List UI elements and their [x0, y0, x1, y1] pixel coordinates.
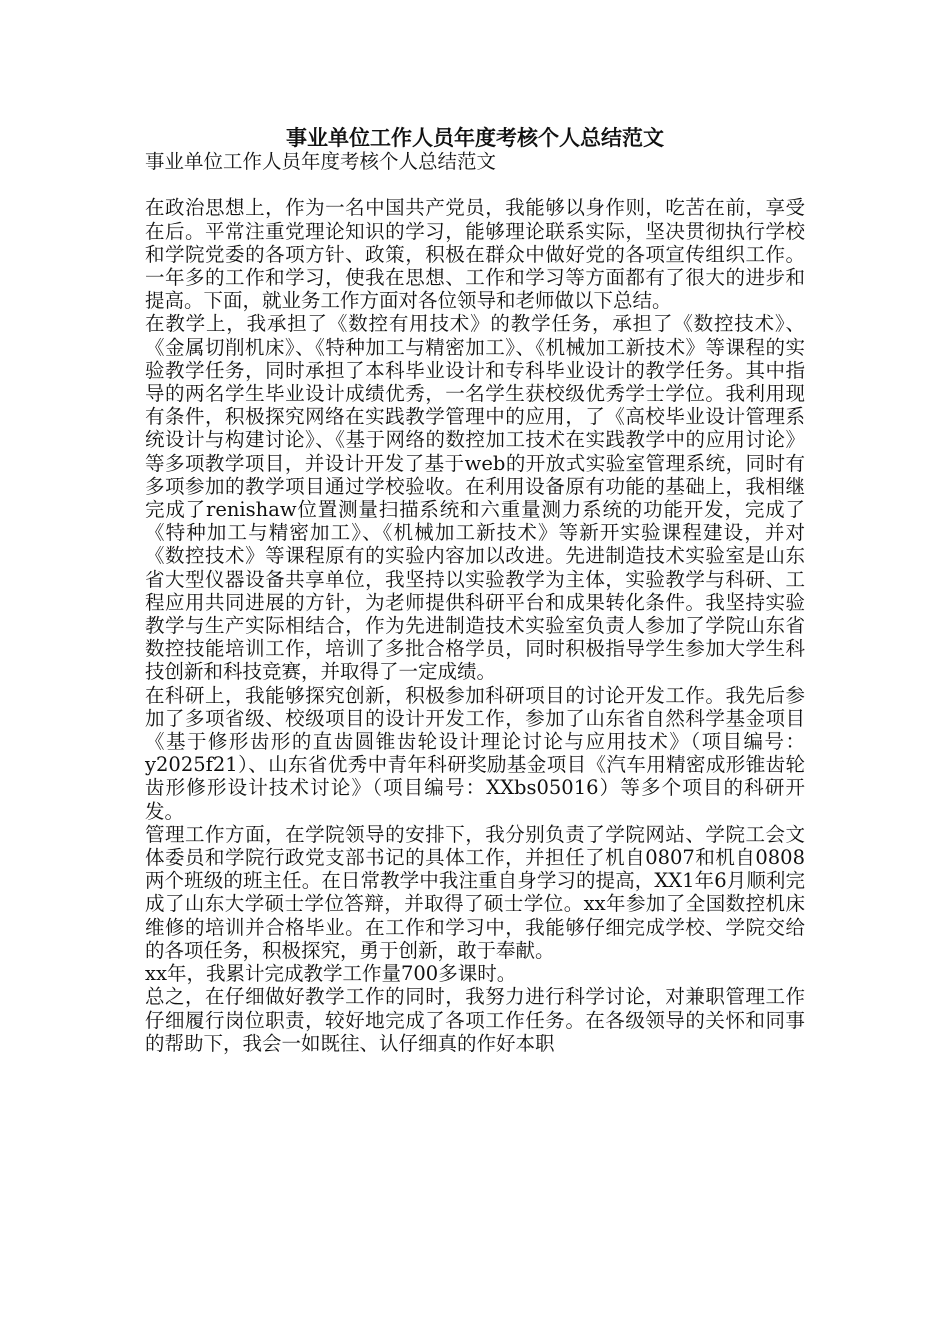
- paragraph-workload: xx年，我累计完成教学工作量700多课时。: [145, 962, 517, 986]
- document-body: [145, 150, 805, 1055]
- paragraph-research: 在科研上，我能够探究创新，积极参加科研项目的讨论开发工作。我先后参加了多项省级、校级项目的设计开发工作，参加了山东省自然科学基金项目《基于修形齿形的直齿圆锥齿轮设计理论讨论与应用技术》（项目编号：y2025f21）、山东省优秀中青年科研奖励基金项目《汽车用精密成形锥齿轮齿形修形设计技术讨论》（项目编号：XXbs05016）等多个项目的科研开发。: [145, 683, 805, 823]
- paragraph-political: 在政治思想上，作为一名中国共产党员，我能够以身作则，吃苦在前，享受在后。平常注重党理论知识的学习，能够理论联系实际，坚决贯彻执行学校和学院党委的各项方针、政策，积极在群众中做好党的各项宣传组织工作。一年多的工作和学习，使我在思想、工作和学习等方面都有了很大的进步和提高。下面，就业务工作方面对各位领导和老师做以下总结。: [145, 196, 805, 313]
- document-title: 事业单位工作人员年度考核个人总结范文: [286, 125, 664, 150]
- paragraph-summary: 总之，在仔细做好教学工作的同时，我努力进行科学讨论，对兼职管理工作仔细履行岗位职责，较好地完成了各项工作任务。在各级领导的关怀和同事的帮助下，我会一如既往、认仔细真的作好本职: [145, 985, 805, 1055]
- document-subtitle: 事业单位工作人员年度考核个人总结范文: [145, 150, 497, 173]
- paragraph-management: 管理工作方面，在学院领导的安排下，我分别负责了学院网站、学院工会文体委员和学院行政党支部书记的具体工作，并担任了机自0807和机自0808两个班级的班主任。在日常教学中我注重自身学习的提高，XX1年6月顺利完成了山东大学硕士学位答辩，并取得了硕士学位。xx年参加了全国数控机床维修的培训并合格毕业。在工作和学习中，我能够仔细完成学校、学院交给的各项任务，积极探究，勇于创新，敢于奉献。: [145, 822, 805, 962]
- paragraph-teaching: 在教学上，我承担了《数控有用技术》的教学任务，承担了《数控技术》、《金属切削机床》、《特种加工与精密加工》、《机械加工新技术》等课程的实验教学任务，同时承担了本科毕业设计和专科毕业设计的教学任务。其中指导的两名学生毕业设计成绩优秀，一名学生获校级优秀学士学位。我利用现有条件，积极探究网络在实践教学管理中的应用，了《高校毕业设计管理系统设计与构建讨论》、《基于网络的数控加工技术在实践教学中的应用讨论》等多项教学项目，并设计开发了基于web的开放式实验室管理系统，同时有多项参加的教学项目通过学校验收。在利用设备原有功能的基础上，我相继完成了renishaw位置测量扫描系统和六重量测力系统的功能开发，完成了《特种加工与精密加工》、《机械加工新技术》等新开实验课程建设，并对《数控技术》等课程原有的实验内容加以改进。先进制造技术实验室是山东省大型仪器设备共享单位，我坚持以实验教学为主体，实验教学与科研、工程应用共同进展的方针，为老师提供科研平台和成果转化条件。我坚持实验教学与生产实际相结合，作为先进制造技术实验室负责人参加了学院山东省数控技能培训工作，培训了多批合格学员，同时积极指导学生参加大学生科技创新和科技竞赛，并取得了一定成绩。: [145, 312, 805, 684]
